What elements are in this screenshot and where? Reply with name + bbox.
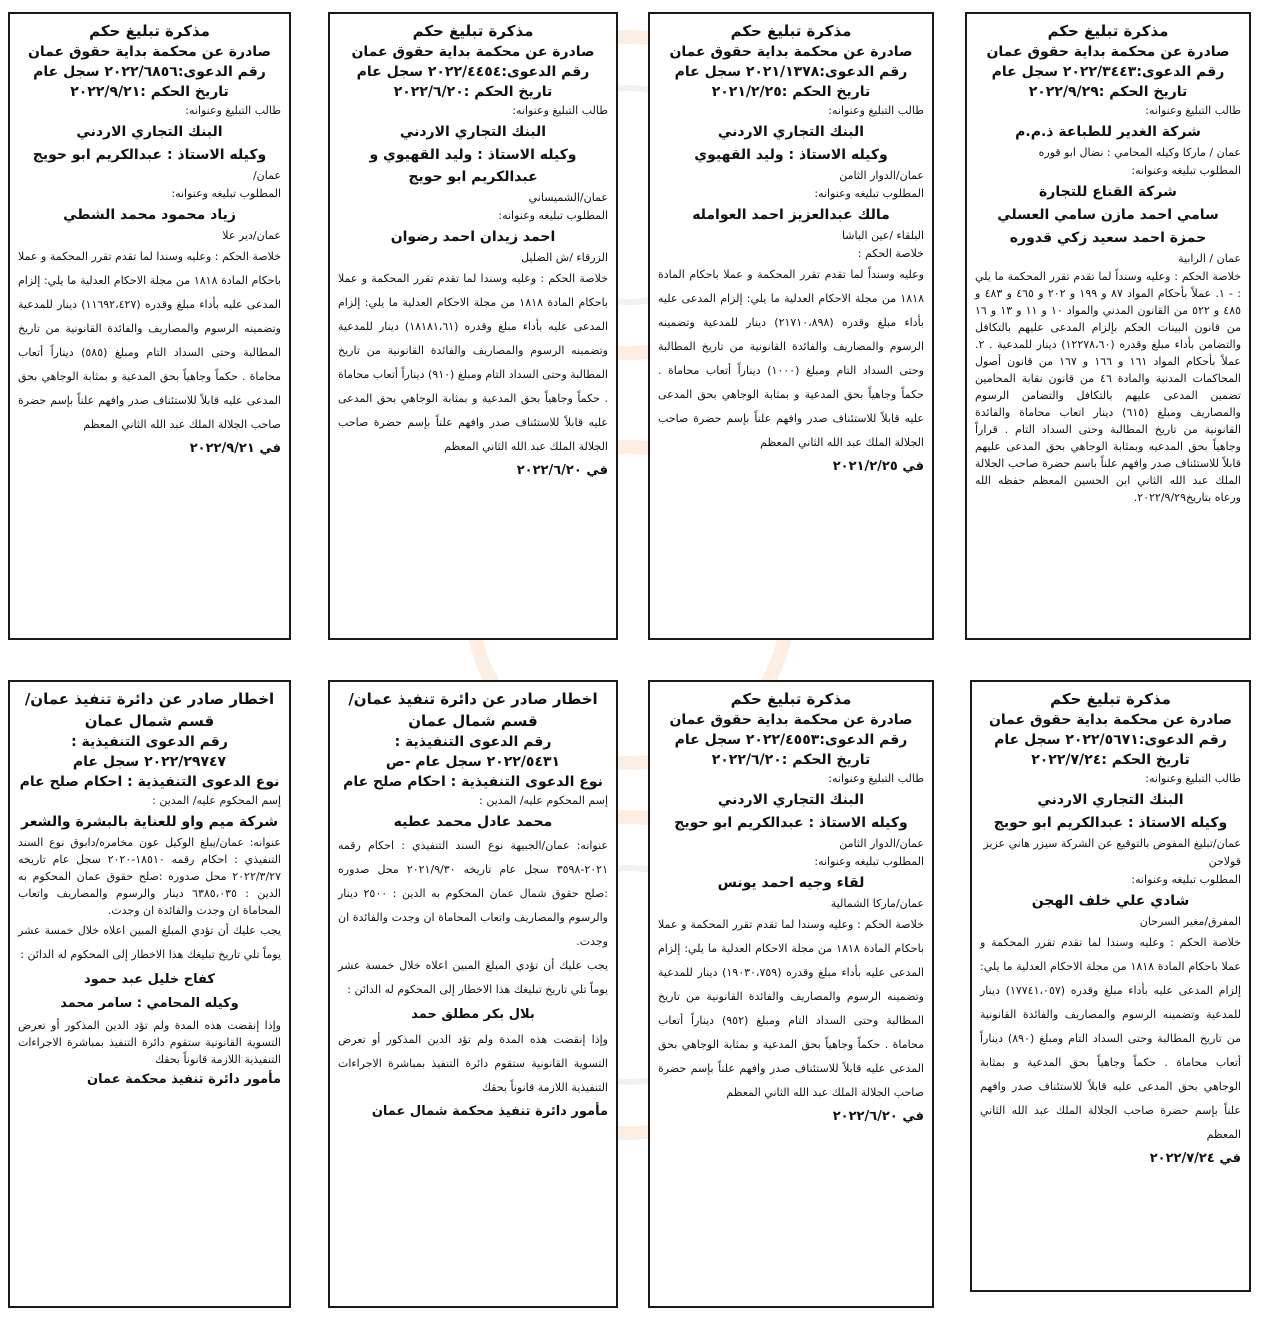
court-notice-1 [965,12,1251,640]
court-notice-3 [328,12,618,640]
requester-label: طالب التبليغ وعنوانه: [1145,104,1241,117]
target-name: شادي علي خلف الهجن [1031,893,1190,909]
requester-agent: وكيله الاستاذ : وليد القهيوي [694,147,888,163]
court-name: صادرة عن محكمة بداية حقوق عمان [669,712,913,728]
judgment-summary: وعليه وسنداً لما تقدم تقرر المحكمة و عملا باحكام المادة ١٨١٨ من مجلة الاحكام العدلية ما يلي: إلزام المدعى عليه بأداء مبلغ وقدره (٢١٧١٠،٨٩٨) دينار للمدعية وتضمينه الرسوم والمصاريف والفائدة القانونية من تاريخ المطالبة وحتى السداد التام ومبلغ (١٠٠٠) ديناراً أتعاب محاماة . حكماً وجاهياً بحق المدعية و بمثابة الوجاهي بحق المدعى عليه قابلاً للاستئناف صدر وافهم علناً بإسم حضرة صاحب الجلالة الملك عبد الله الثاني المعظم [658,268,924,449]
requester-name: البنك التجاري الاردني [76,124,223,140]
debtor-name: شركة ميم واو للعناية بالبشرة والشعر [21,814,278,830]
judgment-date: تاريخ الحكم :٢٠٢٢/٦/٢٠ [711,752,871,768]
requester-address: عمان / ماركا وكيله المحامي : نضال ابو قوره [1038,146,1241,159]
requester-name: البنك التجاري الاردني [717,124,865,140]
debtor-label: إسم المحكوم عليه/ المدين : [152,794,281,807]
requester-label: طالب التبليغ وعنوانه: [512,104,608,117]
court-notice-6 [648,680,934,1308]
court-name: صادرة عن محكمة بداية حقوق عمان [669,44,913,60]
court-name: صادرة عن محكمة بداية حقوق عمان [27,44,272,60]
requester-agent: وكيله الاستاذ : عبدالكريم ابو حويج [674,815,908,831]
debtor-name: محمد عادل محمد عطيه [393,814,553,830]
court-notice-4 [8,12,291,640]
court-notice-2 [648,12,934,640]
requester-agent: وكيله الاستاذ : عبدالكريم ابو حويج [32,147,267,163]
summary-label: خلاصة الحكم : [857,247,924,260]
target-name: لقاء وجيه احمد يونس [717,875,865,891]
notice-title: مذكرة تبليغ حكم [412,22,534,40]
target-label: المطلوب تبليغه وعنوانه: [1131,164,1241,177]
payment-warning: يجب عليك أن تؤدي المبلغ المبين اعلاه خلال خمسة عشر يوماً تلي تاريخ تبليغك هذا الاخطار إلى المحكوم له الدائن : [18,924,281,961]
requester-address: عمان/ [252,169,281,182]
judgment-summary: خلاصة الحكم : وعليه وسنداً لما تقدم تقرر المحكمة ما يلي : - ١. عملاً بأحكام المواد ٨٧ و ١٩٩ و ٢٠٢ و ٤٦٥ و ٤٨٣ و ٤٨٥ و ٥٢٢ من القانون المدني والمواد ١٠ و ١١ و ١٣ و ١٦ من قانون البينات الحكم بإلزام المدعى عليهم بالتكافل والتضامن بأداء مبلغ وقدره (١٢٢٧٨،٦٠) دينار للمدعية . ٢. عملاً بأحكام المواد ١٦١ و ١٦٦ و ١٦٧ من قانون أصول المحاكمات المدنية والمادة ٤٦ من قانون نقابة المحامين تضمين المدعى عليهم بالتكافل والتضامن الرسوم والمصاريف ومبلغ (٦١٥) دينار اتعاب محاماة والفائدة القانونية من تاريخ المطالبة وحتى السداد التام . قراراً وجاهياً بحق المدعيه وبمثابة الوجاهي بحق المدعى عليهم قابلاً للاستئناف صدر وافهم علناً باسم حضرة صاحب الجلالة الملك عبد الله الثاني ابن الحسين المعظم حفظه الله ورعاه بتاريخ٢٠٢٢/٩/٢٩. [975,270,1242,504]
enforcement-notice-8 [8,680,291,1308]
requester-name: البنك التجاري الاردني [1037,792,1184,808]
payment-warning: يجب عليك أن تؤدي المبلغ المبين اعلاه خلال خمسة عشر يوماً تلي تاريخ تبليغك هذا الاخطار إلى المحكوم له الدائن : [338,959,608,996]
judgment-date: تاريخ الحكم :٢٠٢٢/٩/٢١ [70,84,229,100]
requester-label: طالب التبليغ وعنوانه: [1145,772,1241,785]
requester-agent: وكيله الاستاذ : وليد القهيوي و عبدالكريم ابو حويج [369,147,577,185]
court-name: صادرة عن محكمة بداية حقوق عمان [988,712,1233,728]
target-address: المفرق/مغير السرحان [1139,915,1241,928]
case-number: رقم الدعوى:٢٠٢٢/٤٤٥٤ سجل عام [356,64,590,80]
enforcement-details: عنوانه: عمان/يبلغ الوكيل عون مخامره/دابوق نوع السند التنفيذي : احكام رقمه ١٨٥١٠-٢٠٢٠ سجل عام تاريخه ٢٠٢٢/٣/٢٧ محل صدوره :صلح حقوق عمان المحكوم به الدين : ٦٣٨٥،٠٣٥ دينار والرسوم والمصاريف واتعاب المحاماة ان وجدت والفائدة ان وجدت. [18,836,281,917]
notice-footer-date: في ٢٠٢٢/٧/٢٤ [1149,1151,1241,1166]
notice-footer-date: في ٢٠٢٢/٩/٢١ [189,441,281,456]
target-name: احمد زيدان احمد رضوان [390,229,556,245]
judgment-summary: خلاصة الحكم : وعليه وسندا لما تقدم تقرر المحكمة و عملا باحكام المادة ١٨١٨ من مجلة الاحكام العدلية ما يلي: إلزام المدعى عليه بأداء مبلغ وقدره (١٧٧٤١،٠٥٧) دينار للمدعية وتضمينه الرسوم والمصاريف والفائدة القانونية من تاريخ المطالبة وحتى السداد التام ومبلغ (٨٩٠) ديناراً أتعاب محاماة . حكماً وجاهياً بحق المدعية و بمثابة الوجاهي بحق المدعى عليه قابلاً للاستئناف صدر وافهم علناً بإسم حضرة صاحب الجلالة الملك عبد الله الثاني المعظم [980,936,1242,1141]
judgment-date: تاريخ الحكم :٢٠٢١/٢/٢٥ [711,84,871,100]
case-number: ٢٠٢٢/٢٩٧٤٧ سجل عام [72,754,227,770]
case-label: رقم الدعوى التنفيذية : [394,734,552,750]
target-name: زياد محمود محمد الشطي [63,207,236,223]
notice-title: اخطار صادر عن دائرة تنفيذ عمان/قسم شمال عمان [24,690,275,730]
requester-name: شركة الغدير للطباعة ذ.م.م [1015,124,1201,140]
debtor-label: إسم المحكوم عليه/ المدين : [479,794,608,807]
requester-label: طالب التبليغ وعنوانه: [185,104,281,117]
target-name: شركة القناع للتجارة [1039,184,1177,200]
target-label: المطلوب تبليغه وعنوانه: [814,855,924,868]
court-name: صادرة عن محكمة بداية حقوق عمان [351,44,595,60]
requester-address: عمان/الدوار الثامن [839,837,924,850]
court-notice-5 [970,680,1251,1292]
target-name: حمزة احمد سعيد زكي قدوره [1009,230,1207,246]
judgment-date: تاريخ الحكم :٢٠٢٢/٧/٢٤ [1031,752,1190,768]
target-address: عمان/ماركا الشمالية [830,897,924,910]
official-signature: مأمور دائرة تنفيذ محكمة عمان [87,1072,281,1087]
notice-footer-date: في ٢٠٢٢/٦/٢٠ [516,463,608,478]
judgment-summary: خلاصة الحكم : وعليه وسندا لما تقدم تقرر المحكمة و عملا باحكام المادة ١٨١٨ من مجلة الاحكام العدلية ما يلي: إلزام المدعى عليه بأداء مبلغ وقدره (١١٦٩٢،٤٢٧) دينار للمدعية وتضمينه الرسوم والمصاريف والفائدة القانونية من تاريخ المطالبة وحتى السداد التام ومبلغ (٥٨٥) ديناراً أتعاب محاماة . حكماً وجاهياً بحق المدعية و بمثابة الوجاهي بحق المدعى عليه قابلاً للاستئناف صدر وافهم علناً بإسم حضرة صاحب الجلالة الملك عبد الله الثاني المعظم [18,250,282,431]
target-address: عمان / الرابية [1178,252,1241,265]
case-number: ٢٠٢٢/٥٤٣١ سجل عام -ص [385,754,561,770]
requester-address: عمان/الدوار الثامن [839,169,924,182]
target-label: المطلوب تبليغه وعنوانه: [814,187,924,200]
enforcement-notice-7 [328,680,618,1308]
notice-title: مذكرة تبليغ حكم [730,690,852,708]
target-address: البلقاء /عين الباشا [841,229,924,242]
target-label: المطلوب تبليغه وعنوانه: [498,209,608,222]
requester-agent: وكيله الاستاذ : عبدالكريم ابو حويج [993,815,1228,831]
notice-title: مذكرة تبليغ حكم [1050,690,1171,708]
court-name: صادرة عن محكمة بداية حقوق عمان [986,44,1230,60]
notice-title: مذكرة تبليغ حكم [89,22,210,40]
case-type: نوع الدعوى التنفيذية : احكام صلح عام [343,774,603,790]
notice-title: اخطار صادر عن دائرة تنفيذ عمان/قسم شمال عمان [348,690,598,730]
case-number: رقم الدعوى:٢٠٢٢/٦٨٥٦ سجل عام [33,64,266,80]
notice-title: مذكرة تبليغ حكم [1047,22,1169,40]
requester-name: البنك التجاري الاردني [399,124,547,140]
requester-name: البنك التجاري الاردني [717,792,865,808]
case-number: رقم الدعوى:٢٠٢٢/٣٤٤٣ سجل عام [991,64,1225,80]
judgment-date: تاريخ الحكم :٢٠٢٢/٩/٢٩ [1028,84,1188,100]
target-address: الزرقاء /ش الضليل [521,251,608,264]
target-label: المطلوب تبليغه وعنوانه: [1131,873,1241,886]
case-label: رقم الدعوى التنفيذية : [71,734,228,750]
official-signature: مأمور دائرة تنفيذ محكمة شمال عمان [371,1104,608,1119]
case-number: رقم الدعوى:٢٠٢٢/٤٥٥٣ سجل عام [674,732,908,748]
case-number: رقم الدعوى:٢٠٢٢/٥٦٧١ سجل عام [994,732,1227,748]
requester-label: طالب التبليغ وعنوانه: [828,772,924,785]
creditor-name: كفاح خليل عبد حمود [84,972,215,987]
closing-text: وإذا إنقضت هذه المدة ولم تؤد الدين المذكور أو تعرض التسوية القانونية ستقوم دائرة التنفيذ بمباشرة الاجراءات التنفيذية اللازمة قانوناً بحقك [18,1019,281,1066]
judgment-date: تاريخ الحكم :٢٠٢٢/٦/٢٠ [393,84,553,100]
target-name: مالك عبدالعزيز احمد العوامله [692,207,890,223]
judgment-summary: خلاصة الحكم : وعليه وسندا لما تقدم تقرر المحكمة و عملا باحكام المادة ١٨١٨ من مجلة الاحكام العدلية ما يلي: إلزام المدعى عليه بأداء مبلغ وقدره (١٨١٨١،٦١) دينار للمدعية وتضمينه الرسوم والمصاريف والفائدة القانونية من تاريخ المطالبة وحتى السداد التام ومبلغ (٩١٠) ديناراً أتعاب محاماة . حكماً وجاهياً بحق المدعية و بمثابة الوجاهي بحق المدعى عليه قابلاً للاستئناف صدر وافهم علناً بإسم حضرة صاحب الجلالة الملك عبد الله الثاني المعظم [338,272,609,453]
target-label: المطلوب تبليغه وعنوانه: [171,187,281,200]
notice-footer-date: في ٢٠٢٢/٦/٢٠ [832,1109,924,1124]
case-type: نوع الدعوى التنفيذية : احكام صلح عام [19,774,280,790]
target-name: سامي احمد مازن سامي العسلي [997,207,1219,223]
notice-title: مذكرة تبليغ حكم [730,22,852,40]
notice-footer-date: في ٢٠٢١/٢/٢٥ [832,459,924,474]
judgment-summary: خلاصة الحكم : وعليه وسندا لما تقدم تقرر المحكمة و عملا باحكام المادة ١٨١٨ من مجلة الاحكام العدلية ما يلي: إلزام المدعى عليه بأداء مبلغ وقدره (١٩٠٣٠،٧٥٩) دينار للمدعية وتضمينه الرسوم والمصاريف والفائدة القانونية من تاريخ المطالبة وحتى السداد التام ومبلغ (٩٥٢) ديناراً أتعاب محاماة . حكماً وجاهياً بحق المدعية و بمثابة الوجاهي بحق المدعى عليه قابلاً للاستئناف صدر وافهم علناً بإسم حضرة صاحب الجلالة الملك عبد الله الثاني المعظم [658,918,924,1099]
case-number: رقم الدعوى:٢٠٢١/١٣٧٨ سجل عام [674,64,908,80]
creditor-name: بلال بكر مطلق حمد [411,1007,535,1022]
requester-label: طالب التبليغ وعنوانه: [828,104,924,117]
requester-address: عمان/تبليغ المفوض بالتوقيع عن الشركة سيزر هاني عزيز قولاجن [983,837,1241,868]
requester-address: عمان/الشميساني [528,191,608,204]
target-address: عمان/دير علا [222,229,281,242]
creditor-agent: وكيله المحامي : سامر محمد [60,996,239,1011]
enforcement-details: عنوانه: عمان/الجبيهة نوع السند التنفيذي : احكام رقمه ٢٠٢١-٣٥٩٨ سجل عام تاريخه ٢٠٢١/٩/٣٠ محل صدوره :صلح حقوق شمال عمان المحكوم به الدين : ٢٥٠٠ دينار والرسوم والمصاريف واتعاب المحاماة ان وجدت والفائدة ان وجدت. [338,839,608,948]
closing-text: وإذا إنقضت هذه المدة ولم تؤد الدين المذكور أو تعرض التسوية القانونية ستقوم دائرة التنفيذ بمباشرة الاجراءات التنفيذية اللازمة قانوناً بحقك [338,1033,608,1094]
